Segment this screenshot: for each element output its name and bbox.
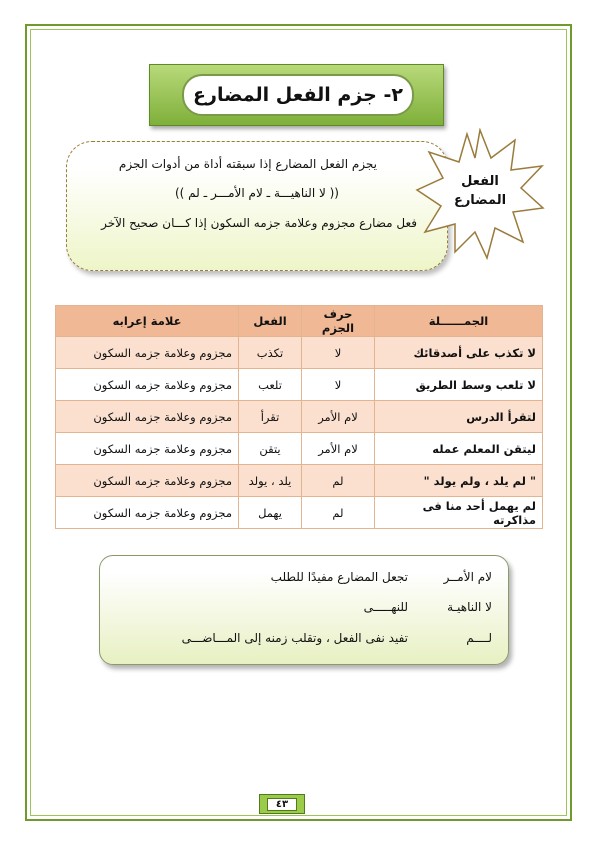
cell-fel: يهمل — [239, 497, 302, 529]
table-row — [56, 401, 543, 433]
cell-alama: مجزوم وعلامة جزمه السكون — [56, 497, 239, 529]
page-number: ٤٣ — [267, 798, 297, 811]
header-harf: حرف الجزم — [302, 306, 375, 337]
cell-alama: مجزوم وعلامة جزمه السكون — [56, 337, 239, 369]
rule-box — [66, 141, 448, 271]
grammar-table — [55, 305, 543, 529]
table-row — [56, 337, 543, 369]
cell-sentence: لم يهمل أحد منا فى مذاكرته — [375, 497, 543, 529]
notes-box — [99, 555, 509, 665]
note-key: لا الناهيـة — [447, 600, 492, 614]
header-alama: علامة إعرابه — [56, 306, 239, 337]
cell-sentence: ليتقن المعلم عمله — [375, 433, 543, 465]
rule-line-3: فعل مضارع مجزوم وعلامة جزمه السكون إذا كـــان صحيح الآخر — [101, 216, 417, 230]
note-value: تفيد نفى الفعل ، وتقلب زمنه إلى المـــاضـــى — [181, 631, 408, 645]
note-row — [271, 570, 492, 584]
cell-alama: مجزوم وعلامة جزمه السكون — [56, 433, 239, 465]
cell-harf: لام الأمر — [302, 433, 375, 465]
page-title: ٢- جزم الفعل المضارع — [182, 74, 414, 116]
note-key: لــــم — [466, 631, 492, 645]
page-number-plate — [259, 794, 305, 814]
note-key: لام الأمــر — [443, 570, 492, 584]
cell-harf: لم — [302, 497, 375, 529]
note-row — [182, 631, 492, 645]
cell-sentence: " لم يلد ، ولم يولد " — [375, 465, 543, 497]
table-row — [56, 465, 543, 497]
cell-alama: مجزوم وعلامة جزمه السكون — [56, 369, 239, 401]
cell-harf: لا — [302, 369, 375, 401]
cell-harf: لا — [302, 337, 375, 369]
cell-fel: تقرأ — [239, 401, 302, 433]
cell-fel: يتقن — [239, 433, 302, 465]
rule-line-2: (( لا الناهيـــة ـ لام الأمـــر ـ لم )) — [174, 186, 339, 200]
table-row — [56, 369, 543, 401]
cell-harf: لام الأمر — [302, 401, 375, 433]
cell-sentence: لتقرأ الدرس — [375, 401, 543, 433]
title-plate — [149, 64, 444, 126]
cell-alama: مجزوم وعلامة جزمه السكون — [56, 465, 239, 497]
cell-sentence: لا تكذب على أصدقائك — [375, 337, 543, 369]
note-row — [364, 600, 492, 614]
table-row — [56, 497, 543, 529]
cell-fel: تلعب — [239, 369, 302, 401]
star-label-line-1: الفعل — [461, 174, 499, 189]
cell-harf: لم — [302, 465, 375, 497]
table-row — [56, 433, 543, 465]
cell-fel: يلد ، يولد — [239, 465, 302, 497]
rule-line-1: يجزم الفعل المضارع إذا سبقته أداة من أدوات الجزم — [118, 157, 377, 171]
cell-fel: تكذب — [239, 337, 302, 369]
header-sentence: الجمــــــلة — [375, 306, 543, 337]
table-header-row — [56, 306, 543, 337]
star-label-line-2: المضارع — [453, 193, 507, 208]
cell-sentence: لا تلعب وسط الطريق — [375, 369, 543, 401]
note-value: للنهـــــى — [363, 600, 408, 614]
note-value: تجعل المضارع مفيدًا للطلب — [270, 570, 408, 584]
star-label — [440, 172, 520, 210]
cell-alama: مجزوم وعلامة جزمه السكون — [56, 401, 239, 433]
header-fel: الفعل — [239, 306, 302, 337]
